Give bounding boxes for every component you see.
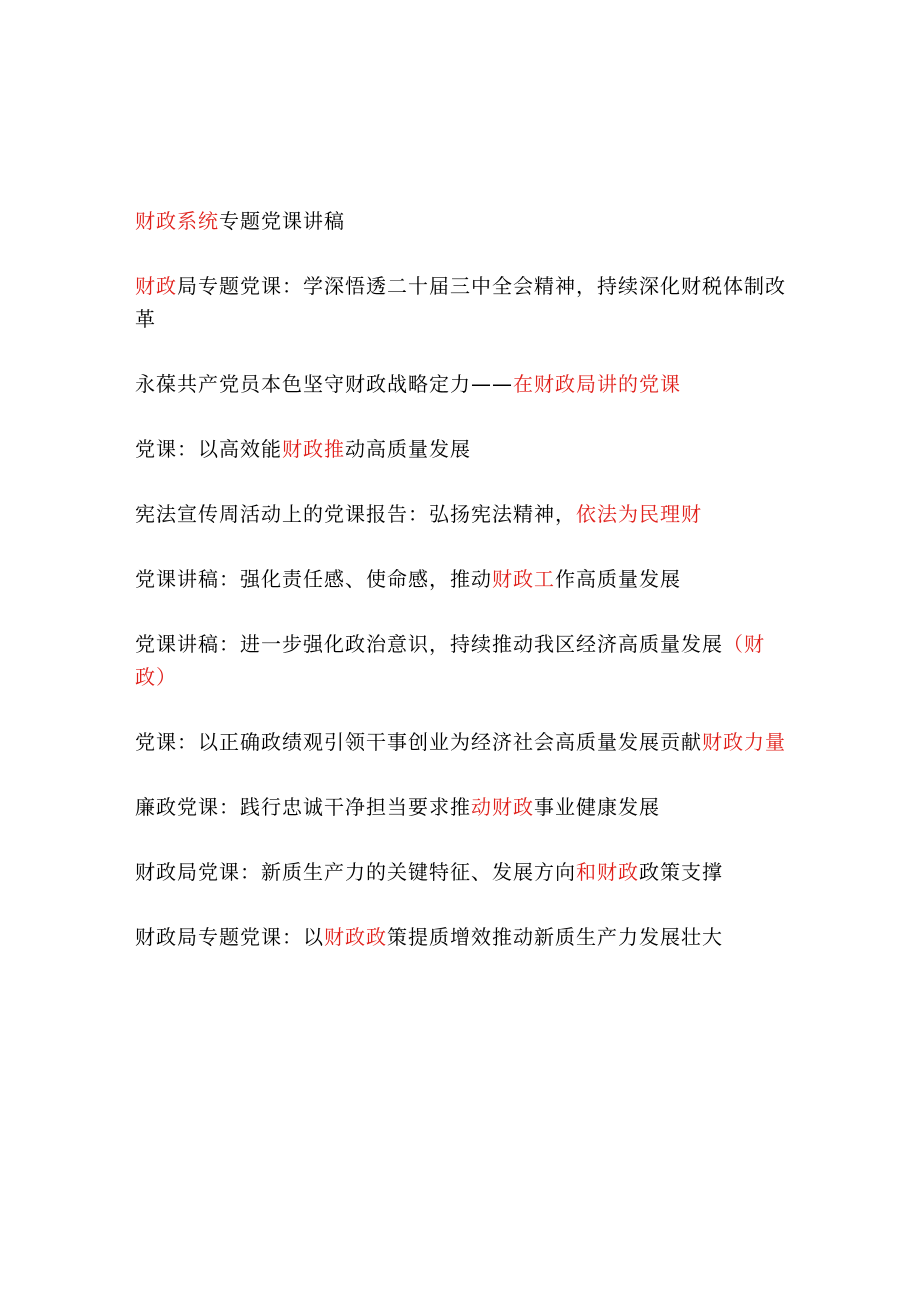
title-link[interactable] <box>135 368 790 401</box>
title-link[interactable] <box>135 791 790 824</box>
highlighted-text: 动财政 <box>471 795 534 819</box>
highlighted-text: 财政力量 <box>702 730 786 754</box>
title-link[interactable] <box>135 628 790 694</box>
title-link[interactable] <box>135 726 790 759</box>
title-text: 永葆共产党员本色坚守财政战略定力—— <box>135 372 513 396</box>
highlighted-text: 财政 <box>135 274 177 298</box>
title-list <box>135 205 790 986</box>
title-link[interactable] <box>135 856 790 889</box>
title-link[interactable] <box>135 498 790 531</box>
title-text: 事业健康发展 <box>534 795 660 819</box>
title-link[interactable] <box>135 921 790 954</box>
title-text: 宪法宣传周活动上的党课报告：弘扬宪法精神， <box>135 502 576 526</box>
highlighted-text: 依法为民理财 <box>576 502 702 526</box>
highlighted-text: （财政） <box>135 632 765 689</box>
title-link[interactable] <box>135 270 790 336</box>
highlighted-text: 在财政局讲的党课 <box>513 372 681 396</box>
title-text: 局专题党课：学深悟透二十届三中全会精神，持续深化财税体制改革 <box>135 274 786 331</box>
highlighted-text: 和财政 <box>576 860 639 884</box>
highlighted-text: 财政工 <box>492 567 555 591</box>
title-text: 党课：以高效能 <box>135 437 282 461</box>
highlighted-text: 财政系统 <box>135 209 219 233</box>
title-text: 党课讲稿：进一步强化政治意识，持续推动我区经济高质量发展 <box>135 632 723 656</box>
title-link[interactable] <box>135 433 790 466</box>
title-text: 政策支撑 <box>639 860 723 884</box>
highlighted-text: 财政政 <box>324 925 387 949</box>
title-link[interactable] <box>135 205 790 238</box>
title-text: 专题党课讲稿 <box>219 209 345 233</box>
title-text: 廉政党课：践行忠诚干净担当要求推 <box>135 795 471 819</box>
highlighted-text: 财政推 <box>282 437 345 461</box>
title-text: 党课：以正确政绩观引领干事创业为经济社会高质量发展贡献 <box>135 730 702 754</box>
title-text: 党课讲稿：强化责任感、使命感，推动 <box>135 567 492 591</box>
title-text: 财政局专题党课：以 <box>135 925 324 949</box>
title-link[interactable] <box>135 563 790 596</box>
title-text: 作高质量发展 <box>555 567 681 591</box>
title-text: 动高质量发展 <box>345 437 471 461</box>
title-text: 财政局党课：新质生产力的关键特征、发展方向 <box>135 860 576 884</box>
title-text: 策提质增效推动新质生产力发展壮大 <box>387 925 723 949</box>
